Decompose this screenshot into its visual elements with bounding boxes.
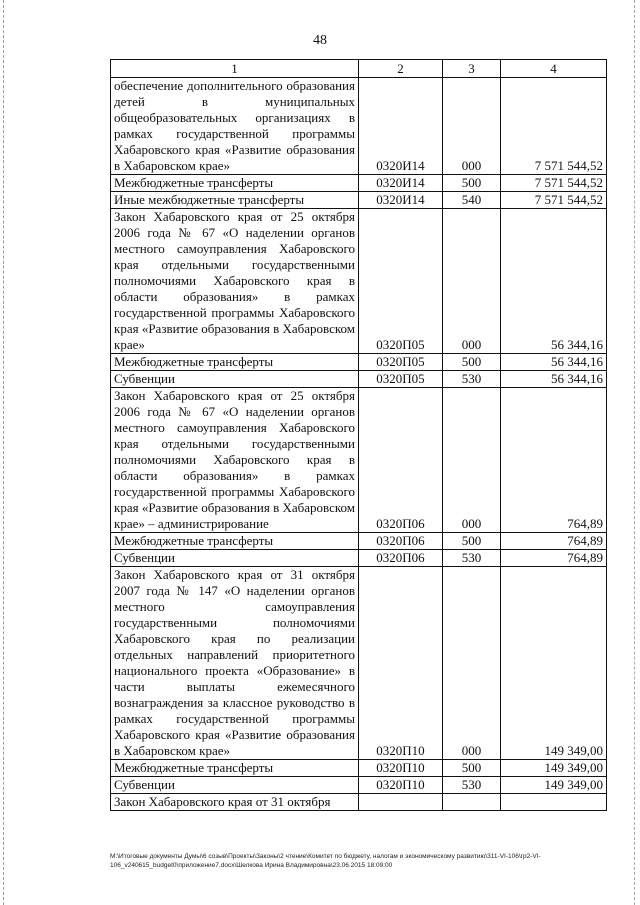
table-row <box>111 777 607 794</box>
target-code: 0320П10 <box>359 760 443 777</box>
table-row <box>111 78 607 175</box>
row-description: Иные межбюджетные трансферты <box>111 192 359 209</box>
expense-type: 500 <box>443 175 501 192</box>
expense-type: 540 <box>443 192 501 209</box>
expense-type: 000 <box>443 209 501 354</box>
row-description: Закон Хабаровского края от 31 октября 2007 года № 147 «О наделении органов местного самоуправления государственными полномочиями Хабаровского края по реализации отдельных направлений приоритетного национального проекта «Образование» в части выплаты ежемесячного вознаграждения за классное руководство в рамках государственной программы Хабаровского края «Развитие образования в Хабаровском крае» <box>111 567 359 760</box>
amount: 764,89 <box>501 388 607 533</box>
target-code <box>359 794 443 811</box>
column-header: 2 <box>359 60 443 78</box>
table-row <box>111 371 607 388</box>
row-description: Межбюджетные трансферты <box>111 533 359 550</box>
row-description: обеспечение дополнительного образования детей в муниципальных общеобразовательных организациях в рамках государственной программы Хабаровского края «Развитие образования в Хабаровском крае» <box>111 78 359 175</box>
target-code: 0320П05 <box>359 354 443 371</box>
row-description: Межбюджетные трансферты <box>111 175 359 192</box>
table-row <box>111 760 607 777</box>
target-code: 0320П10 <box>359 567 443 760</box>
scan-edge-left <box>3 0 5 905</box>
expense-type: 530 <box>443 371 501 388</box>
expense-type: 500 <box>443 760 501 777</box>
column-header: 3 <box>443 60 501 78</box>
budget-table <box>110 59 607 811</box>
amount <box>501 794 607 811</box>
target-code: 0320П10 <box>359 777 443 794</box>
page-number: 48 <box>313 33 327 48</box>
expense-type: 500 <box>443 354 501 371</box>
target-code: 0320П06 <box>359 388 443 533</box>
file-path-footer: M:\Итоговые документы Думы\6 созыв\Проекты\Законы\2 чтение\Комитет по бюджету, налогам и экономическому развитию\311-VI-106\гр2-VI-106_v240615_budget0\приложение7.docx\Шелкова Ирина Владимировна\23.06.2015 18:09:00 <box>110 853 541 869</box>
expense-type: 000 <box>443 567 501 760</box>
scan-edge-right <box>634 0 636 905</box>
amount: 149 349,00 <box>501 567 607 760</box>
amount: 56 344,16 <box>501 354 607 371</box>
row-description: Субвенции <box>111 371 359 388</box>
expense-type: 530 <box>443 777 501 794</box>
table-row <box>111 550 607 567</box>
expense-type: 000 <box>443 78 501 175</box>
table-row <box>111 533 607 550</box>
target-code: 0320И14 <box>359 175 443 192</box>
row-description: Закон Хабаровского края от 31 октября <box>111 794 359 811</box>
table-row <box>111 354 607 371</box>
target-code: 0320И14 <box>359 78 443 175</box>
table-row <box>111 209 607 354</box>
row-description: Межбюджетные трансферты <box>111 354 359 371</box>
amount: 149 349,00 <box>501 777 607 794</box>
amount: 7 571 544,52 <box>501 78 607 175</box>
table-row <box>111 794 607 811</box>
amount: 56 344,16 <box>501 209 607 354</box>
amount: 56 344,16 <box>501 371 607 388</box>
column-header: 4 <box>501 60 607 78</box>
target-code: 0320И14 <box>359 192 443 209</box>
expense-type: 530 <box>443 550 501 567</box>
row-description: Субвенции <box>111 550 359 567</box>
table-row <box>111 567 607 760</box>
expense-type <box>443 794 501 811</box>
table-header-row <box>111 60 607 78</box>
target-code: 0320П06 <box>359 533 443 550</box>
amount: 7 571 544,52 <box>501 175 607 192</box>
amount: 764,89 <box>501 550 607 567</box>
expense-type: 500 <box>443 533 501 550</box>
row-description: Субвенции <box>111 777 359 794</box>
amount: 149 349,00 <box>501 760 607 777</box>
expense-type: 000 <box>443 388 501 533</box>
row-description: Закон Хабаровского края от 25 октября 2006 года № 67 «О наделении органов местного самоуправления Хабаровского края отдельными государственными полномочиями Хабаровского края в области образования» в рамках государственной программы Хабаровского края «Развитие образования в Хабаровском крае» – администрирование <box>111 388 359 533</box>
target-code: 0320П05 <box>359 371 443 388</box>
row-description: Межбюджетные трансферты <box>111 760 359 777</box>
amount: 7 571 544,52 <box>501 192 607 209</box>
table-row <box>111 175 607 192</box>
amount: 764,89 <box>501 533 607 550</box>
target-code: 0320П05 <box>359 209 443 354</box>
table-row <box>111 192 607 209</box>
row-description: Закон Хабаровского края от 25 октября 2006 года № 67 «О наделении органов местного самоуправления Хабаровского края отдельными государственными полномочиями Хабаровского края в области образования» в рамках государственной программы Хабаровского края «Развитие образования в Хабаровском крае» <box>111 209 359 354</box>
target-code: 0320П06 <box>359 550 443 567</box>
column-header: 1 <box>111 60 359 78</box>
table-row <box>111 388 607 533</box>
